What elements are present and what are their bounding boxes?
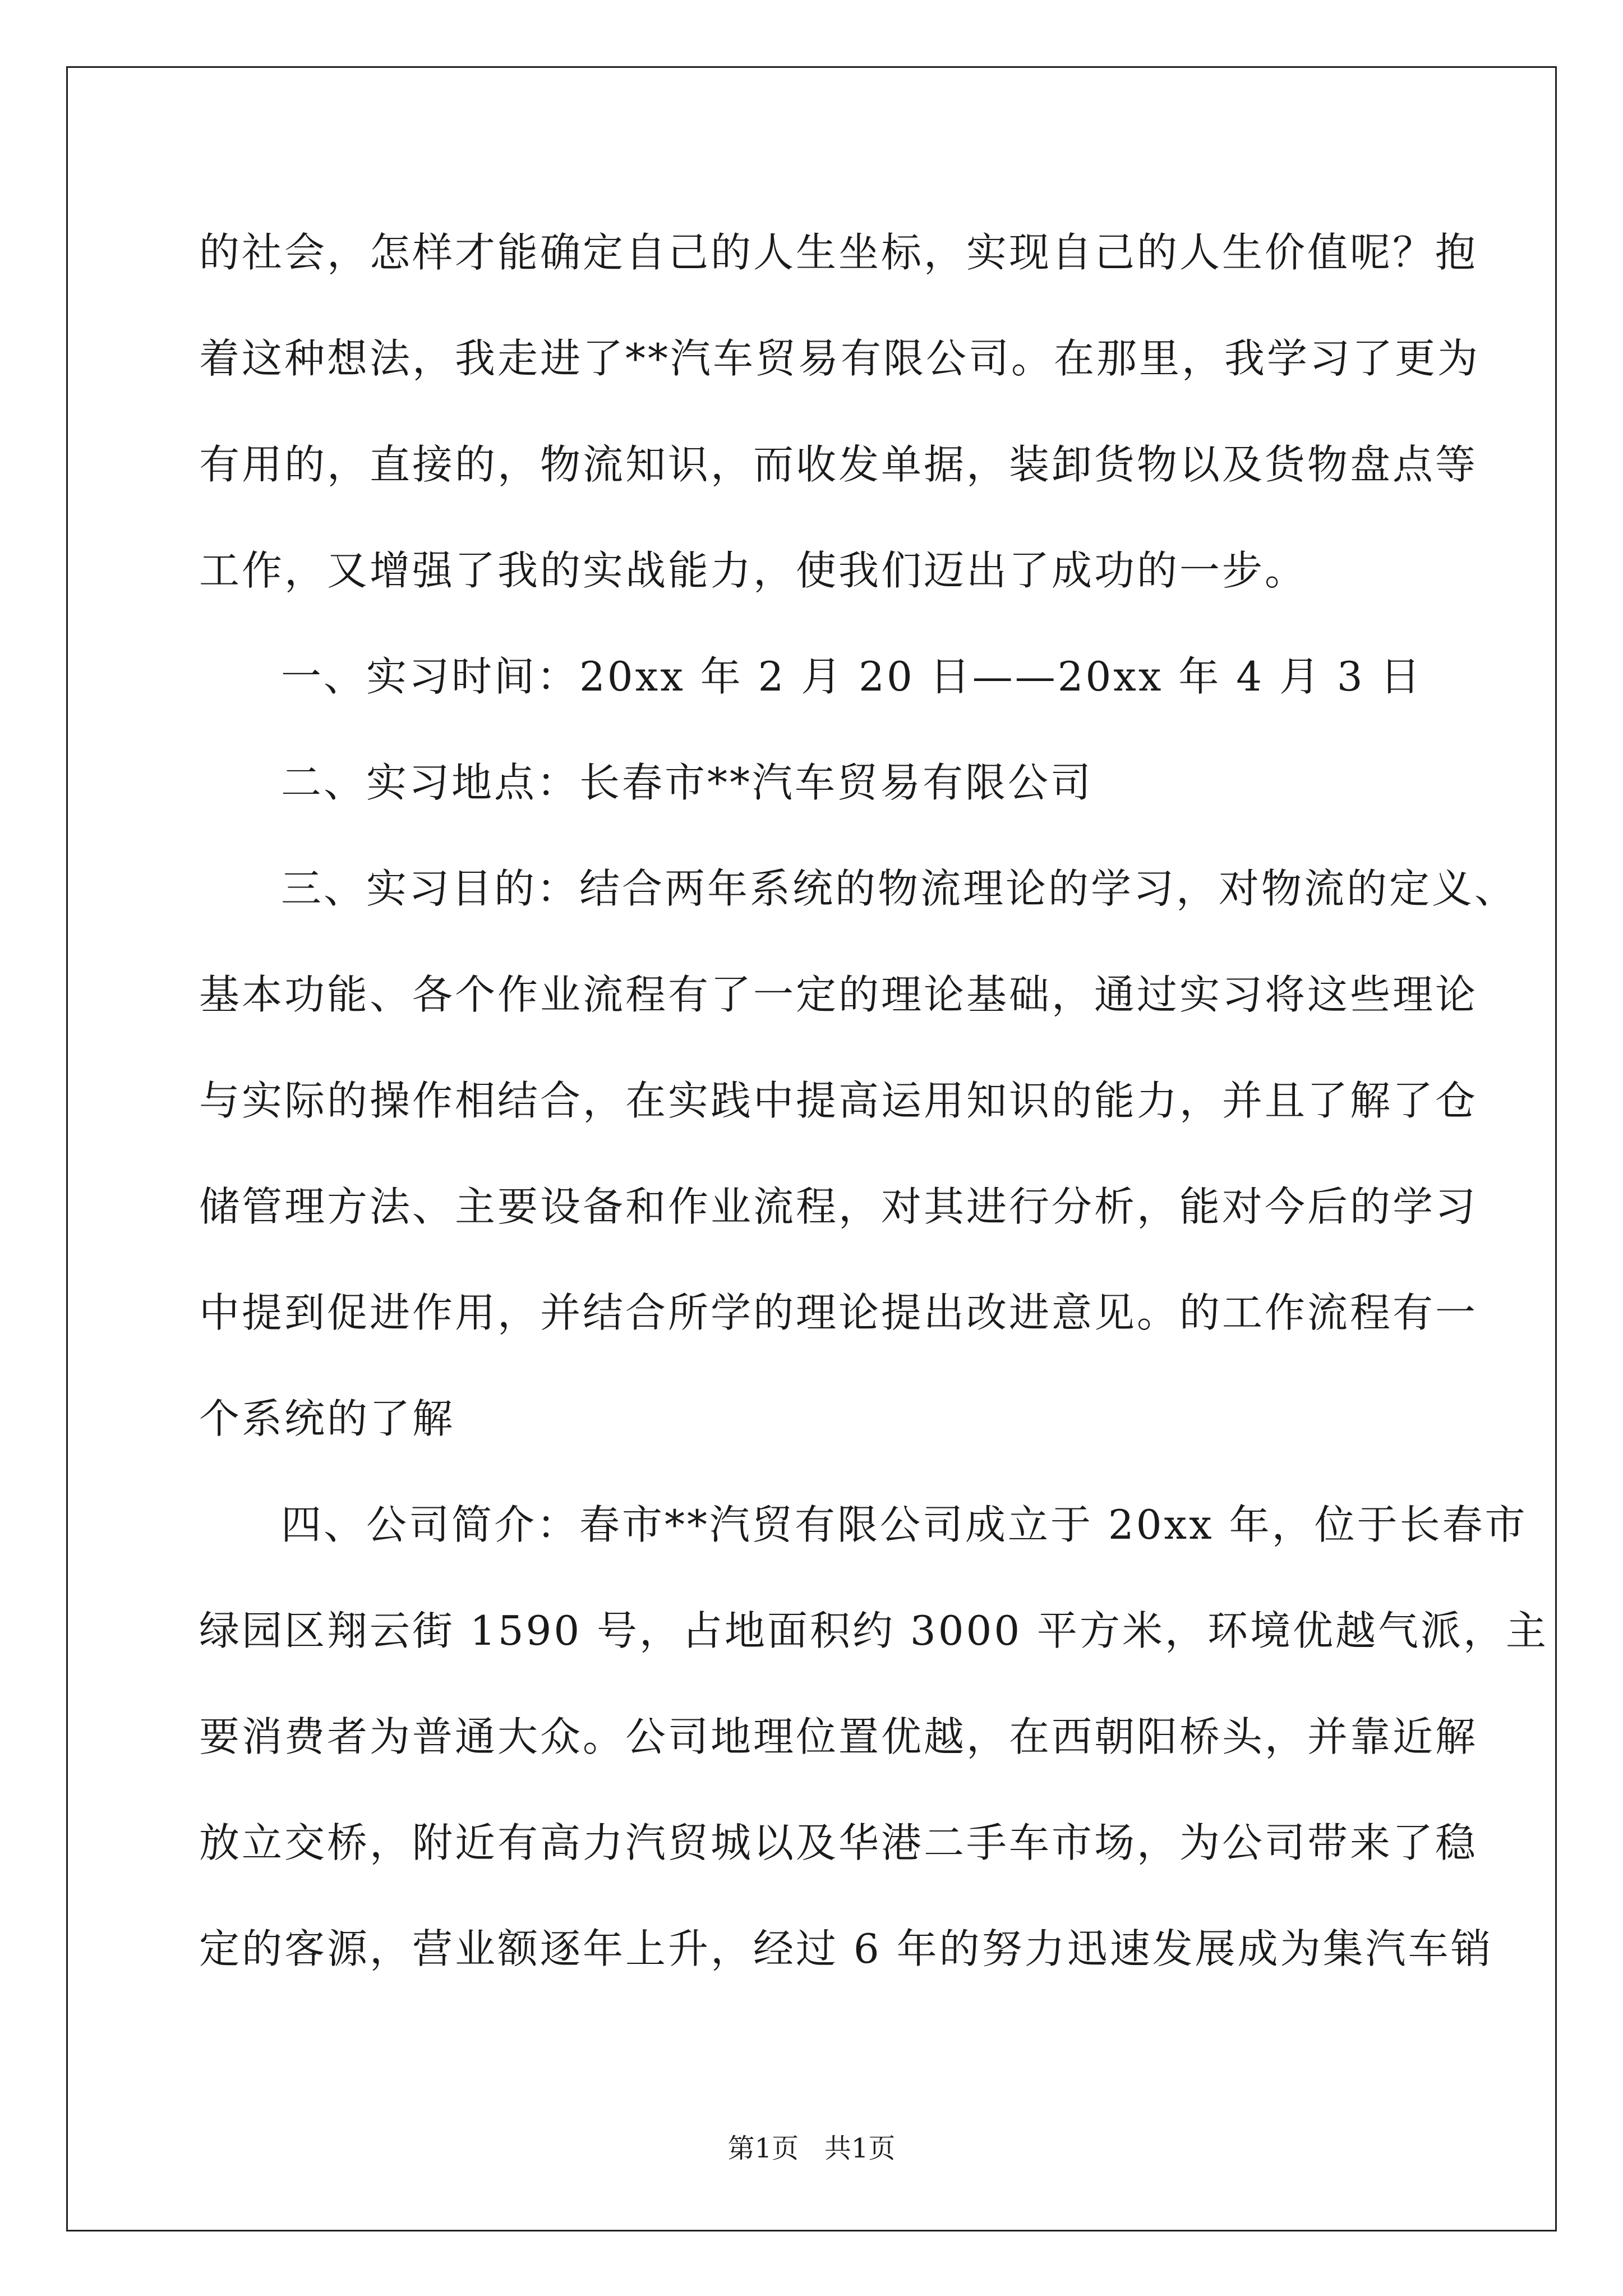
text-line: 定的客源，营业额逐年上升，经过 6 年的努力迅速发展成为集汽车销 xyxy=(199,1925,1493,1972)
page-footer: 第1页 共1页 xyxy=(727,2133,896,2164)
text-line: 工作，又增强了我的实战能力，使我们迈出了成功的一步。 xyxy=(199,547,1308,594)
text-line: 放立交桥，附近有高力汽贸城以及华港二手车市场，为公司带来了稳 xyxy=(199,1819,1478,1866)
text-line: 要消费者为普通大众。公司地理位置优越，在西朝阳桥头，并靠近解 xyxy=(199,1713,1478,1760)
text-line: 绿园区翔云街 1590 号，占地面积约 3000 平方米，环境优越气派，主 xyxy=(199,1607,1549,1654)
text-line: 基本功能、各个作业流程有了一定的理论基础，通过实习将这些理论 xyxy=(199,971,1478,1018)
section-heading-internship-time: 一、实习时间：20xx 年 2 月 20 日——20xx 年 4 月 3 日 xyxy=(281,653,1423,700)
document-body xyxy=(199,222,1549,2024)
text-line: 与实际的操作相结合，在实践中提高运用知识的能力，并且了解了仓 xyxy=(199,1077,1478,1124)
text-line: 着这种想法，我走进了**汽车贸易有限公司。在那里，我学习了更为 xyxy=(199,335,1481,382)
text-line: 个系统的了解 xyxy=(199,1395,455,1442)
text-line: 的社会，怎样才能确定自己的人生坐标，实现自己的人生价值呢？抱 xyxy=(199,229,1478,276)
text-line: 有用的，直接的，物流知识，而收发单据，装卸货物以及货物盘点等 xyxy=(199,441,1478,488)
text-line: 储管理方法、主要设备和作业流程，对其进行分析，能对今后的学习 xyxy=(199,1183,1478,1230)
section-heading-internship-location: 二、实习地点：长春市**汽车贸易有限公司 xyxy=(281,759,1094,806)
text-line: 中提到促进作用，并结合所学的理论提出改进意见。的工作流程有一 xyxy=(199,1289,1478,1336)
section-heading-internship-purpose: 三、实习目的：结合两年系统的物流理论的学习，对物流的定义、 xyxy=(281,865,1518,912)
section-heading-company-intro: 四、公司简介：春市**汽贸有限公司成立于 20xx 年，位于长春市 xyxy=(281,1501,1528,1548)
